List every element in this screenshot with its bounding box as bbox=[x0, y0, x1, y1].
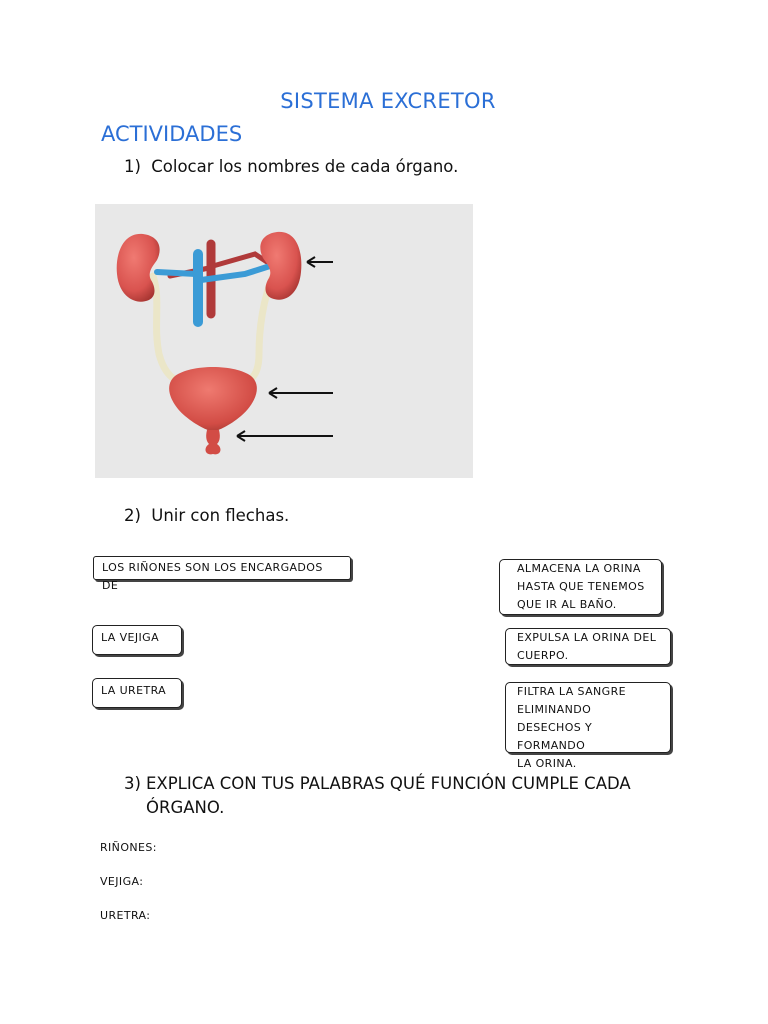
match-left-bladder[interactable]: LA VEJIGA bbox=[92, 625, 182, 655]
left-kidney bbox=[117, 234, 160, 302]
excretory-system-figure bbox=[95, 204, 473, 478]
left-ureter bbox=[153, 276, 181, 382]
question-2 bbox=[124, 506, 289, 525]
match-left-urethra[interactable]: LA URETRA bbox=[92, 678, 182, 708]
bladder bbox=[169, 367, 257, 432]
renal-artery-right bbox=[213, 254, 267, 266]
arrow-left-icon bbox=[237, 431, 333, 441]
renal-vein-left bbox=[157, 272, 196, 274]
page-title: SISTEMA EXCRETOR bbox=[280, 89, 496, 113]
question-1-number: 1) bbox=[124, 157, 141, 176]
urethra bbox=[206, 430, 221, 454]
question-3-number: 3) bbox=[124, 774, 141, 793]
question-1 bbox=[124, 157, 458, 176]
question-1-text: Colocar los nombres de cada órgano. bbox=[151, 157, 459, 176]
question-2-number: 2) bbox=[124, 506, 141, 525]
answer-label-bladder: VEJIGA: bbox=[100, 875, 144, 888]
answer-label-kidneys: RIÑONES: bbox=[100, 841, 157, 854]
question-3-text-line1: EXPLICA CON TUS PALABRAS QUÉ FUNCIÓN CUMPLE CADA bbox=[146, 774, 631, 793]
match-right-expels-urine[interactable]: EXPULSA LA ORINA DEL CUERPO. bbox=[505, 628, 671, 665]
match-left-kidneys[interactable]: LOS RIÑONES SON LOS ENCARGADOS DE bbox=[93, 556, 351, 580]
arrow-left-icon bbox=[307, 257, 333, 267]
match-right-stores-urine[interactable]: ALMACENA LA ORINA HASTA QUE TENEMOS QUE IR AL BAÑO. bbox=[499, 559, 662, 615]
question-3 bbox=[124, 772, 684, 820]
match-right-filters-blood[interactable]: FILTRA LA SANGRE ELIMINANDO DESECHOS Y FORMANDO LA ORINA. bbox=[505, 682, 671, 753]
answer-label-urethra: URETRA: bbox=[100, 909, 151, 922]
arrow-left-icon bbox=[269, 388, 333, 398]
excretory-system-illustration bbox=[95, 204, 473, 478]
question-2-text: Unir con flechas. bbox=[151, 506, 290, 525]
section-subtitle: ACTIVIDADES bbox=[101, 122, 243, 146]
question-3-text-line2: ÓRGANO. bbox=[146, 798, 225, 817]
